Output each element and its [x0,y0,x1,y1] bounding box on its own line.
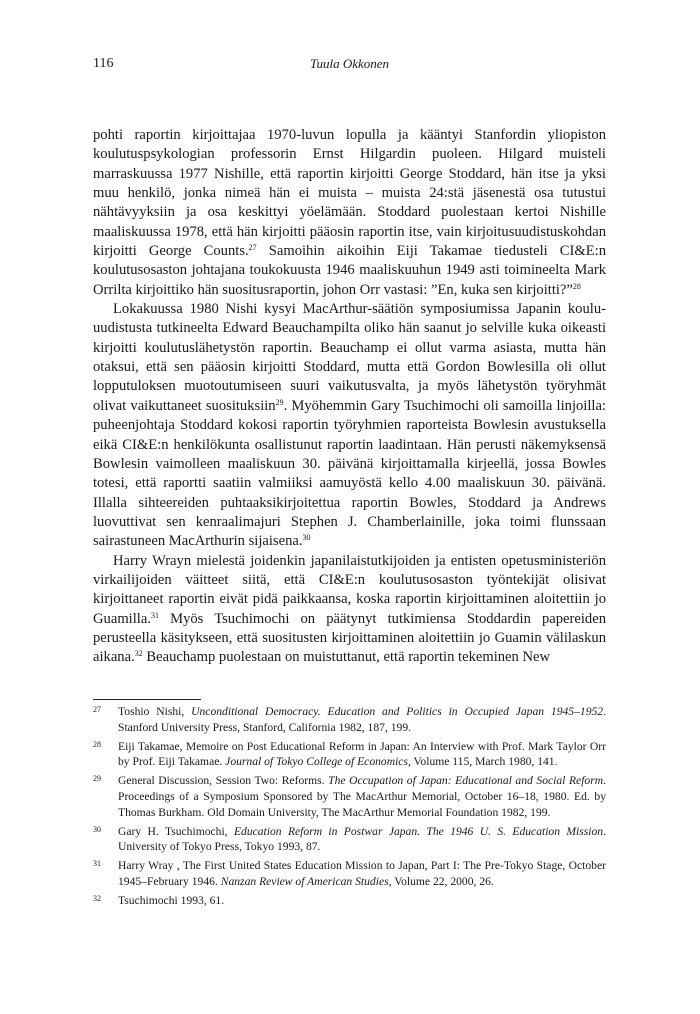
text-run: Myös Tsuchimochi on päätynyt tutkimiensa Stoddardin papereiden perusteella käsitykseen, että suositusten kirjoittaminen aloitettiin jo Guamin välilaskun aikana. [93,610,606,666]
footnote-ref: 28 [572,281,581,291]
footnotes [93,704,606,912]
running-head-author: Tuula Okkonen [309,56,390,71]
text-run: . Myöhemmin Gary Tsuchimochi oli samoilla linjoilla: puheenjohtaja Stoddard kokosi raportin työryhmien raporteista Bowlesin avustuksella eikä CI&E:n henkilökunta osallistunut raportin laadintaan. Hän perusti näkemyksensä Bowlesin vaimolleen maaliskuun 30. päivänä kirjoittamalla kirjeellä, jossa Bowles totesi, että raportti saatiin valmiiksi aamuyöstä kello 4.00 maaliskuun 30. päivänä. Illalla sihteereiden puhtaaksikirjoitettua raportin Bowles, Stoddard ja Andrews luovuttivat sen kenraalimajuri Stephen J. Chamberlainille, joka toimi flunssaan sairastuneen MacArthurin sijaisena. [93,397,606,550]
footnote-number: 30 [93,824,101,834]
footnote-text: , Volume 115, March 1980, 141. [407,755,558,769]
footnote [93,893,606,909]
footnote-ref: 32 [134,649,143,659]
footnote-text: Gary H. Tsuchimochi, [118,824,234,838]
footnote-text: . Proceedings of a Symposium Sponsored by The MacArthur Memorial, October 16–18, 1980. Ed. by Thomas Burkham. Old Domain University, The MacArthur Memorial Foundation 1982, 199. [118,774,606,819]
footnote-title: Nanzan Review of American Studies [220,874,389,888]
paragraph-2 [93,300,606,551]
footnote-text: Eiji Takamae, Memoire on Post Educational Reform in Japan: An Interview with Prof. Mark Taylor Orr by Prof. Eiji Takamae. [118,739,606,769]
footnote-title: Education Reform in Postwar Japan. The 1946 U. S. Education Mission [233,824,604,838]
footnote-title: The Occupation of Japan: Educational and Social Reform [328,774,604,788]
footnote-number: 27 [93,705,101,714]
text-run: pohti raportin kirjoittajaa 1970-luvun lopulla ja kääntyi Stanfordin yliopiston koulutuspsykologian professorin Ernst Hilgardin puoleen. Hilgard muisteli marraskuussa 1977 Nishille, että raportin kirjoitti George Stoddard, hän itse ja yksi muu henkilö, jonka nimeä hän ei muista – muista 24:stä jäsenestä osa tutustui nähtävyyksiin ja osa keskittyi yöelämään. Stoddard puolestaan kertoi Nishille maaliskuussa 1978, että hän kirjoitti pääosin raportin itse, vain kirjoitusuudistuskohdan kirjoitti George Counts. [93,127,606,260]
footnote-ref: 27 [248,243,257,253]
footnote-number: 32 [93,893,101,903]
text-run: Beauchamp puolestaan on muistuttanut, että raportin tekeminen New [142,649,551,666]
footnote-ref: 30 [302,533,311,543]
footnote-divider [93,699,201,700]
paragraph-3 [93,552,606,668]
footnote [93,773,606,820]
footnote-text: General Discussion, Session Two: Reforms. [118,774,329,788]
page-number: 116 [93,56,114,71]
text-run: Harry Wrayn mielestä joidenkin japanilaistutkijoiden ja entisten opetusministeriön virkailijoiden väitteet siitä, että CI&E:n koulutusosaston työntekijät olisivat kirjoittaneet raportin eivät pidä paikkaansa, koska raportin kirjoittaminen aloitettiin jo Guamilla. [93,552,606,627]
text-run: Samoihin aikoihin Eiji Takamae tiedusteli CI&E:n koulutusosaston johtajana toukokuusta 1946 maaliskuuhun 1949 asti toimineelta Mark Orrilta kirjoittiko hän suositusraportin, johon Orr vastasi: ”En, kuka sen kirjoitti?” [93,243,606,298]
footnote-number: 29 [93,774,101,784]
footnote-text: . University of Tokyo Press, Tokyo 1993, 87. [118,824,606,854]
footnote-text: . Stanford University Press, Stanford, California 1982, 187, 199. [118,705,606,734]
footnote [93,824,606,856]
footnote-title: Unconditional Democracy. Education and Politics in Occupied Japan 1945–1952 [191,705,604,718]
footnote-text: , Volume 22, 2000, 26. [388,874,494,888]
footnote-number: 28 [93,739,101,749]
text-run: Lokakuussa 1980 Nishi kysyi MacArthur-säätiön symposiumissa Japanin kouluuudistusta tutkineelta Edward Beauchampilta oliko hän saanut jo selville kuka oikeasti kirjoitti koulutuslähetystön raportin. Beauchamp ei ollut varma asiasta, mutta hän otaksui, että sen pääosin kirjoitti Stoddard, mutta että Gordon Bowlesilla oli ollut lopputuloksen muotoutumiseen suuri vaikutusvalta, ja myös lähetystön työryhmät olivat vaikuttaneet suosituksiin [93,301,606,414]
main-text [93,126,606,668]
footnote [93,739,606,771]
footnote-number: 31 [93,859,101,869]
footnote-text: Toshio Nishi, [118,705,192,718]
footnote [93,858,606,890]
page-header [93,56,606,74]
footnote-text: Harry Wray , The First United States Education Mission to Japan, Part I: The Pre-Tokyo Stage, October 1945–February 1946. [118,859,606,888]
footnote-text: Tsuchimochi 1993, 61. [118,893,225,907]
footnote-ref: 31 [150,610,159,620]
footnote [93,704,606,736]
footnote-title: Journal of Tokyo College of Economics [225,755,408,769]
footnote-ref: 29 [275,397,284,407]
paragraph-1 [93,126,606,300]
